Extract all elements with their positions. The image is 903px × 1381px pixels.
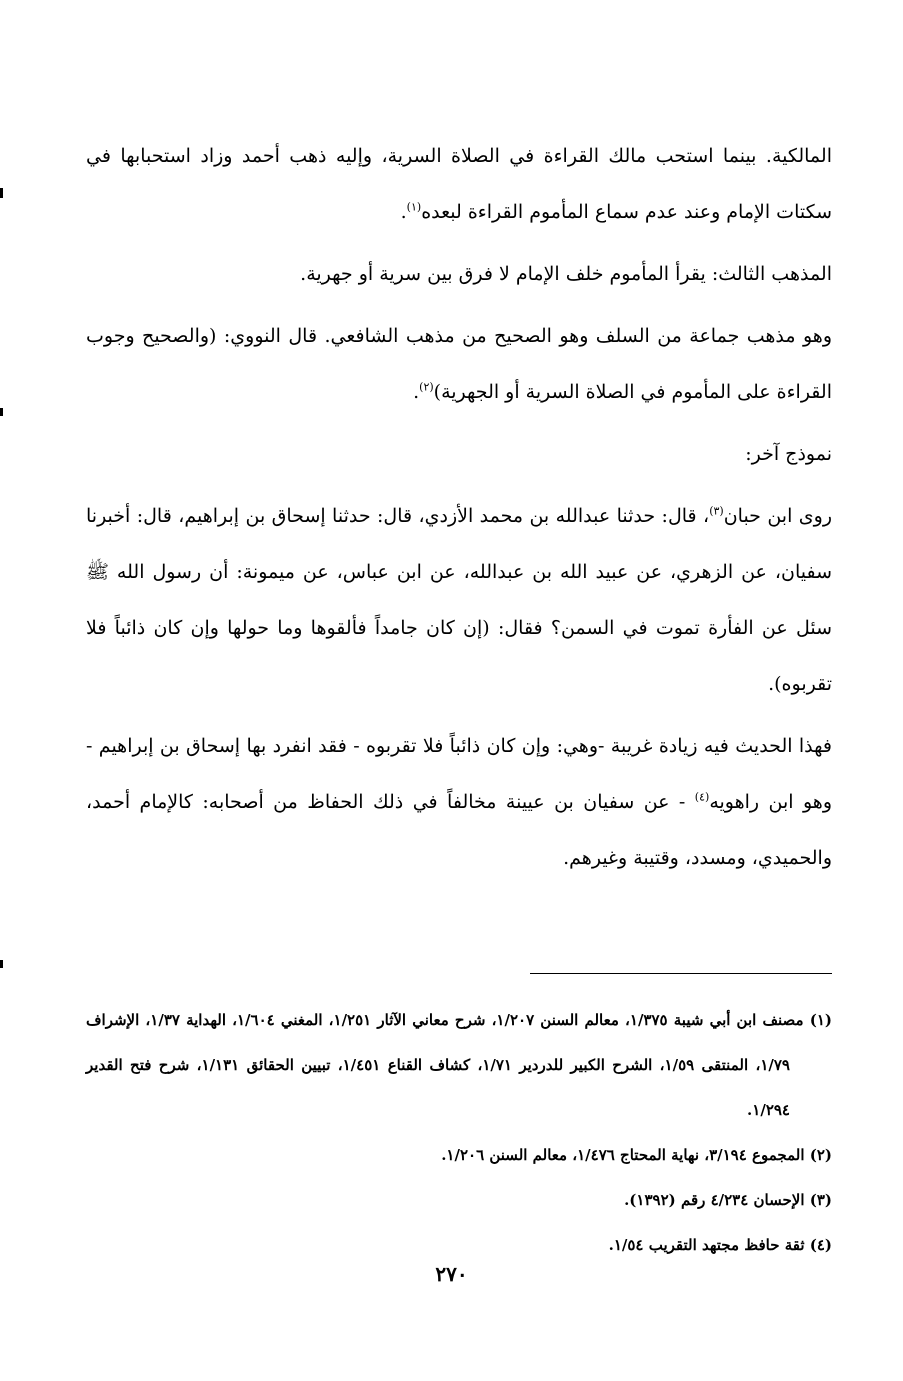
scan-edge-mark (0, 960, 3, 968)
footnote-ref: (٢) (419, 380, 434, 394)
paragraph-text: - عن سفيان بن عيينة مخالفاً في ذلك الحفاظ من أصحابه: كالإمام أحمد، والحميدي، ومسدد، وقتيبة وغيرهم. (86, 791, 832, 869)
footnote-ref: (٣) (709, 504, 724, 518)
scan-edge-mark (0, 408, 3, 416)
main-text (86, 128, 832, 892)
paragraph-3 (86, 308, 832, 420)
paragraph-5 (86, 488, 832, 712)
paragraph-text: ، قال: حدثنا عبدالله بن محمد الأزدي، قال: حدثنا إسحاق بن إبراهيم، قال: أخبرنا سفيان، عن الزهري، عن عبيد الله بن عبدالله، عن ابن عباس، عن ميمونة: أن رسول الله ﷺ سئل عن الفأرة تموت في السمن؟ فقال: (إن كان جامداً فألقوها وما حولها وإن كان ذائباً فلا تقربوه). (86, 505, 832, 695)
paragraph-text: نموذج آخر: (745, 443, 832, 465)
paragraph-text: . (413, 381, 420, 403)
footnote-4: (٤) ثقة حافظ مجتهد التقريب ١/٥٤. (608, 1236, 832, 1254)
footnote-ref: (٤) (694, 790, 710, 804)
paragraph-text: المالكية. بينما استحب مالك القراءة في الصلاة السرية، وإليه ذهب أحمد وزاد استحبابها في سكتات الإمام وعند عدم سماع المأموم القراءة لبعده (86, 145, 832, 223)
footnote-2: (٢) المجموع ٣/١٩٤، نهاية المحتاج ١/٤٧٦، معالم السنن ١/٢٠٦. (441, 1146, 832, 1164)
paragraph-1 (86, 128, 832, 240)
paragraph-4 (86, 426, 832, 482)
footnote-ref: (١) (406, 200, 422, 214)
paragraph-2 (86, 246, 832, 302)
footnote-3: (٣) الإحسان ٤/٢٣٤ رقم (١٣٩٢). (624, 1191, 832, 1209)
footnotes (86, 998, 832, 1268)
footnote-separator (530, 973, 832, 974)
paragraph-text: وهو مذهب جماعة من السلف وهو الصحيح من مذهب الشافعي. قال النووي: (والصحيح وجوب القراءة على المأموم في الصلاة السرية أو الجهرية) (86, 325, 832, 403)
paragraph-text: . (400, 201, 407, 223)
paragraph-6 (86, 718, 832, 886)
footnote-1: (١) مصنف ابن أبي شيبة ١/٣٧٥، معالم السنن ١/٢٠٧، شرح معاني الآثار ١/٢٥١، المغني ١/٦٠٤، الهداية ١/٣٧، الإشراف ١/٧٩، المنتقى ١/٥٩، الشرح الكبير للدردير ١/٧١، كشاف القناع ١/٤٥١، تبيين الحقائق ١/١٣١، شرح فتح القدير ١/٢٩٤. (86, 1011, 832, 1119)
paragraph-text: المذهب الثالث: يقرأ المأموم خلف الإمام لا فرق بين سرية أو جهرية. (300, 263, 832, 285)
paragraph-text: روى ابن حبان (723, 505, 832, 527)
scan-edge-mark (0, 188, 3, 198)
page-number: ٢٧٠ (435, 1262, 468, 1286)
paragraph-text: فهذا الحديث فيه زيادة غريبة -وهي: وإن كان ذائباً فلا تقربوه - فقد انفرد بها إسحاق بن إبراهيم - وهو ابن راهويه (86, 735, 832, 813)
